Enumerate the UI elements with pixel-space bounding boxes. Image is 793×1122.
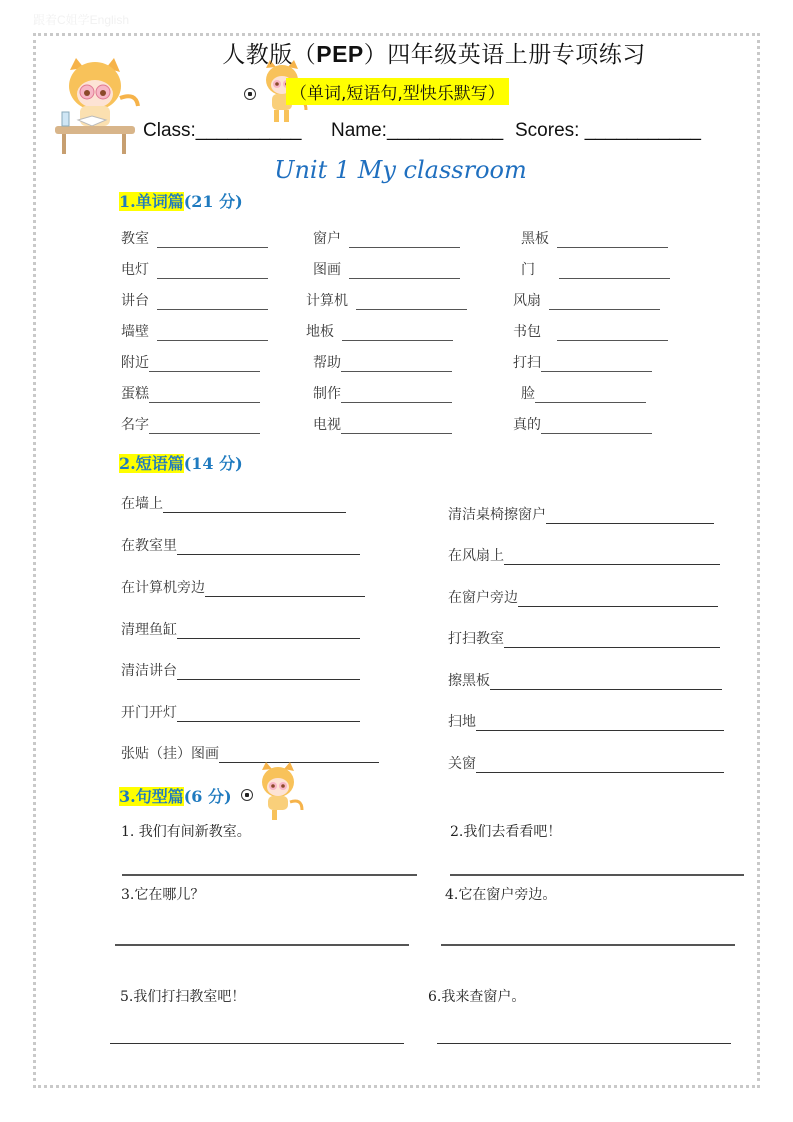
word-item[interactable] bbox=[521, 259, 670, 279]
phrase-item-left[interactable] bbox=[121, 535, 360, 555]
word-label: 计算机 bbox=[306, 293, 348, 309]
name-field[interactable]: Name:___________ bbox=[331, 120, 504, 141]
phrase-label: 打扫教室 bbox=[448, 631, 504, 647]
word-item[interactable] bbox=[121, 228, 268, 248]
word-label: 门 bbox=[521, 262, 535, 278]
phrase-label: 在计算机旁边 bbox=[121, 580, 205, 596]
phrase-label: 在窗户旁边 bbox=[448, 590, 518, 606]
word-item[interactable] bbox=[313, 259, 460, 279]
title-suffix: ）四年级英语上册专项练习 bbox=[363, 42, 646, 68]
section3-heading-highlight: 3.句型篇 bbox=[119, 787, 184, 806]
word-item[interactable] bbox=[121, 352, 260, 372]
word-label: 附近 bbox=[121, 355, 149, 371]
word-label: 书包 bbox=[513, 324, 541, 340]
word-label: 真的 bbox=[513, 417, 541, 433]
phrase-item-right[interactable] bbox=[448, 670, 722, 690]
word-item[interactable] bbox=[521, 228, 668, 248]
section3-heading-score: (6 分) bbox=[183, 787, 232, 806]
word-label: 风扇 bbox=[513, 293, 541, 309]
page-subtitle: （单词,短语句,型快乐默写） bbox=[286, 78, 509, 105]
phrase-label: 清理鱼缸 bbox=[121, 622, 177, 638]
word-item[interactable] bbox=[513, 321, 668, 341]
phrase-item-right[interactable] bbox=[448, 504, 714, 524]
phrase-item-right[interactable] bbox=[448, 587, 718, 607]
word-label: 墙壁 bbox=[121, 324, 149, 340]
phrase-label: 在风扇上 bbox=[448, 548, 504, 564]
phrase-item-right[interactable] bbox=[448, 545, 720, 565]
phrase-label: 关窗 bbox=[448, 756, 476, 772]
phrase-item-left[interactable] bbox=[121, 493, 346, 513]
word-label: 蛋糕 bbox=[121, 386, 149, 402]
word-item[interactable] bbox=[306, 290, 467, 310]
sentence-prompt: 2.我们去看看吧！ bbox=[450, 824, 562, 840]
section1-heading-highlight: 1.单词篇 bbox=[119, 192, 184, 211]
phrase-label: 张贴（挂）图画 bbox=[121, 746, 219, 762]
cat-mascot-soccer-icon bbox=[250, 762, 306, 826]
word-label: 帮助 bbox=[313, 355, 341, 371]
phrase-item-right[interactable] bbox=[448, 753, 724, 773]
word-label: 讲台 bbox=[121, 293, 149, 309]
word-label: 打扫 bbox=[513, 355, 541, 371]
word-label: 电视 bbox=[313, 417, 341, 433]
word-label: 图画 bbox=[313, 262, 341, 278]
phrase-label: 在教室里 bbox=[121, 538, 177, 554]
word-item[interactable] bbox=[513, 352, 652, 372]
answer-line[interactable] bbox=[450, 874, 744, 876]
phrase-label: 扫地 bbox=[448, 714, 476, 730]
word-item[interactable] bbox=[513, 414, 652, 434]
section2-heading bbox=[119, 451, 243, 474]
phrase-item-left[interactable] bbox=[121, 743, 379, 763]
phrase-item-left[interactable] bbox=[121, 702, 360, 722]
answer-line[interactable] bbox=[437, 1043, 731, 1044]
word-item[interactable] bbox=[513, 290, 660, 310]
word-label: 电灯 bbox=[121, 262, 149, 278]
sentence-prompt: 6.我来查窗户。 bbox=[428, 989, 526, 1005]
sentence-prompt: 3.它在哪儿？ bbox=[121, 887, 205, 903]
word-label: 窗户 bbox=[313, 231, 341, 247]
title-prefix: 人教版（ bbox=[222, 42, 317, 68]
phrase-item-right[interactable] bbox=[448, 628, 720, 648]
word-item[interactable] bbox=[121, 414, 260, 434]
sentence-prompt: 5.我们打扫教室吧！ bbox=[120, 989, 246, 1005]
word-item[interactable] bbox=[121, 290, 268, 310]
word-label: 黑板 bbox=[521, 231, 549, 247]
watermark: 跟着C姐学English bbox=[33, 13, 130, 27]
word-label: 脸 bbox=[521, 386, 535, 402]
answer-line[interactable] bbox=[115, 944, 409, 946]
phrase-label: 开门开灯 bbox=[121, 705, 177, 721]
section2-heading-score: (14 分) bbox=[183, 454, 243, 473]
phrase-label: 清洁讲台 bbox=[121, 663, 177, 679]
word-item[interactable] bbox=[521, 383, 646, 403]
word-item[interactable] bbox=[121, 259, 268, 279]
section1-heading-score: (21 分) bbox=[183, 192, 243, 211]
section2-heading-highlight: 2.短语篇 bbox=[119, 454, 184, 473]
phrase-item-left[interactable] bbox=[121, 577, 365, 597]
word-item[interactable] bbox=[306, 321, 453, 341]
title-bold: PEP bbox=[316, 41, 364, 67]
class-field[interactable]: Class:__________ bbox=[143, 120, 302, 141]
phrase-label: 在墙上 bbox=[121, 496, 163, 512]
soccer-ball-icon bbox=[244, 88, 256, 100]
word-label: 制作 bbox=[313, 386, 341, 402]
phrase-label: 擦黑板 bbox=[448, 673, 490, 689]
phrase-item-left[interactable] bbox=[121, 660, 360, 680]
word-item[interactable] bbox=[313, 352, 452, 372]
word-item[interactable] bbox=[313, 383, 452, 403]
section3-heading bbox=[119, 784, 232, 807]
phrase-item-left[interactable] bbox=[121, 619, 360, 639]
word-label: 教室 bbox=[121, 231, 149, 247]
word-item[interactable] bbox=[121, 383, 260, 403]
answer-line[interactable] bbox=[122, 874, 417, 876]
sentence-prompt: 1. 我们有间新教室。 bbox=[121, 824, 251, 840]
scores-field[interactable]: Scores: ___________ bbox=[515, 120, 701, 141]
section1-heading bbox=[119, 189, 243, 212]
word-label: 地板 bbox=[306, 324, 334, 340]
phrase-label: 清洁桌椅擦窗户 bbox=[448, 507, 546, 523]
phrase-item-right[interactable] bbox=[448, 711, 724, 731]
word-item[interactable] bbox=[313, 414, 452, 434]
page-title bbox=[0, 36, 793, 69]
answer-line[interactable] bbox=[110, 1043, 404, 1044]
cat-mascot-desk-icon bbox=[50, 58, 140, 158]
unit-title: Unit 1 My classroom bbox=[274, 156, 527, 184]
answer-line[interactable] bbox=[441, 944, 735, 946]
word-item[interactable] bbox=[121, 321, 268, 341]
word-label: 名字 bbox=[121, 417, 149, 433]
sentence-prompt: 4.它在窗户旁边。 bbox=[445, 887, 557, 903]
word-item[interactable] bbox=[313, 228, 460, 248]
